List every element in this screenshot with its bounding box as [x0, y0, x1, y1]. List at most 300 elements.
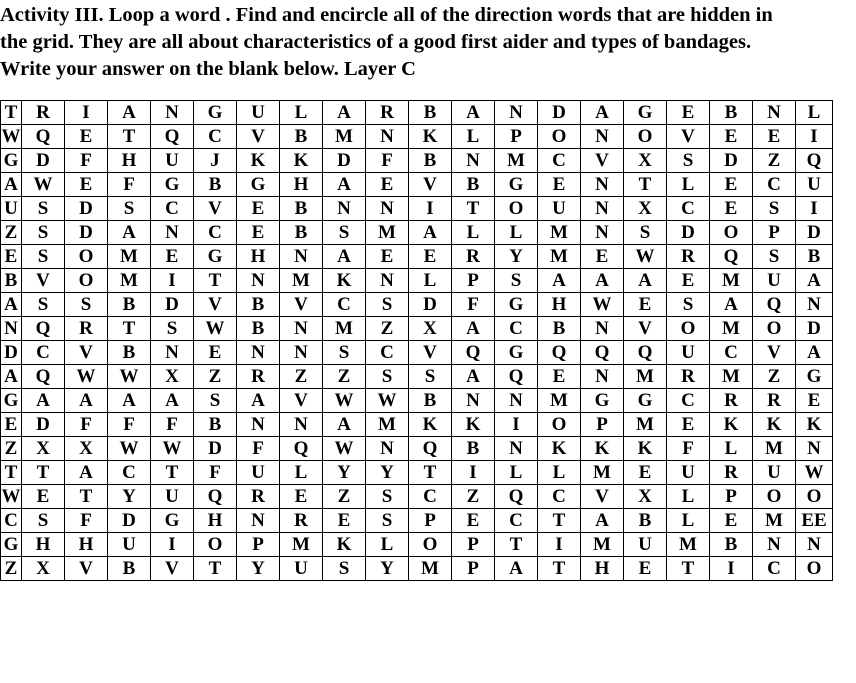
grid-cell[interactable]: E [667, 101, 710, 125]
grid-cell[interactable]: W [194, 317, 237, 341]
grid-cell[interactable]: U [237, 101, 280, 125]
grid-cell[interactable]: M [366, 413, 409, 437]
grid-cell[interactable]: Q [495, 485, 538, 509]
grid-cell[interactable]: E [753, 125, 796, 149]
grid-cell[interactable]: A [796, 269, 833, 293]
grid-cell[interactable]: M [581, 461, 624, 485]
grid-cell[interactable]: B [1, 269, 22, 293]
grid-cell[interactable]: W [65, 365, 108, 389]
grid-cell[interactable]: B [237, 293, 280, 317]
grid-cell[interactable]: L [452, 221, 495, 245]
grid-cell[interactable]: M [323, 125, 366, 149]
grid-cell[interactable]: Z [1, 221, 22, 245]
grid-cell[interactable]: I [538, 533, 581, 557]
grid-cell[interactable]: A [65, 461, 108, 485]
grid-cell[interactable]: T [194, 557, 237, 581]
grid-cell[interactable]: P [452, 533, 495, 557]
grid-cell[interactable]: D [22, 413, 65, 437]
grid-cell[interactable]: N [581, 125, 624, 149]
grid-cell[interactable]: D [65, 197, 108, 221]
grid-cell[interactable]: S [22, 245, 65, 269]
grid-cell[interactable]: U [280, 557, 323, 581]
grid-cell[interactable]: T [624, 173, 667, 197]
grid-cell[interactable]: F [65, 509, 108, 533]
grid-cell[interactable]: E [624, 461, 667, 485]
grid-cell[interactable]: R [710, 389, 753, 413]
grid-cell[interactable]: D [108, 509, 151, 533]
grid-cell[interactable]: M [366, 221, 409, 245]
grid-cell[interactable]: S [366, 365, 409, 389]
grid-cell[interactable]: N [366, 269, 409, 293]
grid-cell[interactable]: O [538, 125, 581, 149]
grid-cell[interactable]: W [796, 461, 833, 485]
grid-cell[interactable]: D [1, 341, 22, 365]
grid-cell[interactable]: D [323, 149, 366, 173]
grid-cell[interactable]: T [409, 461, 452, 485]
grid-cell[interactable]: C [1, 509, 22, 533]
grid-cell[interactable]: N [151, 341, 194, 365]
grid-cell[interactable]: N [753, 101, 796, 125]
grid-cell[interactable]: V [194, 197, 237, 221]
grid-cell[interactable]: Q [581, 341, 624, 365]
grid-cell[interactable]: D [538, 101, 581, 125]
grid-cell[interactable]: P [452, 269, 495, 293]
grid-cell[interactable]: H [108, 149, 151, 173]
grid-cell[interactable]: Q [710, 245, 753, 269]
grid-cell[interactable]: V [753, 341, 796, 365]
grid-cell[interactable]: M [624, 365, 667, 389]
grid-cell[interactable]: C [108, 461, 151, 485]
grid-cell[interactable]: L [280, 461, 323, 485]
grid-cell[interactable]: Z [753, 149, 796, 173]
grid-cell[interactable]: Z [753, 365, 796, 389]
grid-cell[interactable]: N [753, 533, 796, 557]
grid-cell[interactable]: B [194, 173, 237, 197]
grid-cell[interactable]: N [237, 509, 280, 533]
grid-cell[interactable]: A [108, 101, 151, 125]
grid-cell[interactable]: K [237, 149, 280, 173]
grid-cell[interactable]: W [1, 126, 21, 147]
grid-cell[interactable]: D [65, 221, 108, 245]
grid-cell[interactable]: E [366, 245, 409, 269]
grid-cell[interactable]: O [753, 317, 796, 341]
grid-cell[interactable]: N [581, 365, 624, 389]
grid-cell[interactable]: Q [151, 125, 194, 149]
grid-cell[interactable]: R [452, 245, 495, 269]
grid-cell[interactable]: D [796, 221, 833, 245]
grid-cell[interactable]: R [667, 245, 710, 269]
grid-cell[interactable]: I [151, 533, 194, 557]
grid-cell[interactable]: S [667, 293, 710, 317]
grid-cell[interactable]: I [495, 413, 538, 437]
grid-cell[interactable]: Z [1, 557, 22, 581]
grid-cell[interactable]: E [65, 173, 108, 197]
grid-cell[interactable]: G [151, 173, 194, 197]
grid-cell[interactable]: Q [22, 125, 65, 149]
grid-cell[interactable]: S [65, 293, 108, 317]
grid-cell[interactable]: M [280, 269, 323, 293]
grid-cell[interactable]: C [667, 389, 710, 413]
grid-cell[interactable]: M [409, 557, 452, 581]
grid-cell[interactable]: V [151, 557, 194, 581]
grid-cell[interactable]: V [194, 293, 237, 317]
grid-cell[interactable]: K [710, 413, 753, 437]
grid-cell[interactable]: A [452, 317, 495, 341]
grid-cell[interactable]: A [151, 389, 194, 413]
grid-cell[interactable]: A [409, 221, 452, 245]
grid-cell[interactable]: P [710, 485, 753, 509]
grid-cell[interactable]: E [710, 509, 753, 533]
grid-cell[interactable]: K [409, 413, 452, 437]
grid-cell[interactable]: G [796, 365, 833, 389]
grid-cell[interactable]: D [194, 437, 237, 461]
grid-cell[interactable]: V [409, 173, 452, 197]
grid-cell[interactable]: E [538, 173, 581, 197]
grid-cell[interactable]: B [108, 341, 151, 365]
grid-cell[interactable]: M [108, 245, 151, 269]
grid-cell[interactable]: S [753, 197, 796, 221]
grid-cell[interactable]: G [151, 509, 194, 533]
grid-cell[interactable]: E [667, 413, 710, 437]
grid-cell[interactable]: E [366, 173, 409, 197]
grid-cell[interactable]: K [452, 413, 495, 437]
grid-cell[interactable]: X [624, 485, 667, 509]
grid-cell[interactable]: L [366, 533, 409, 557]
grid-cell[interactable]: O [495, 197, 538, 221]
grid-cell[interactable]: K [753, 413, 796, 437]
grid-cell[interactable]: A [495, 557, 538, 581]
grid-cell[interactable]: B [409, 101, 452, 125]
grid-cell[interactable]: V [280, 389, 323, 413]
grid-cell[interactable]: U [667, 461, 710, 485]
grid-cell[interactable]: S [366, 485, 409, 509]
grid-cell[interactable]: P [237, 533, 280, 557]
grid-cell[interactable]: T [1, 101, 22, 125]
grid-cell[interactable]: N [237, 269, 280, 293]
grid-cell[interactable]: V [22, 269, 65, 293]
grid-cell[interactable]: T [452, 197, 495, 221]
grid-cell[interactable]: G [624, 389, 667, 413]
grid-cell[interactable]: H [280, 173, 323, 197]
grid-cell[interactable]: S [366, 509, 409, 533]
grid-cell[interactable]: H [22, 533, 65, 557]
grid-cell[interactable]: V [667, 125, 710, 149]
grid-cell[interactable]: D [667, 221, 710, 245]
grid-cell[interactable]: G [1, 389, 22, 413]
grid-cell[interactable]: F [194, 461, 237, 485]
grid-cell[interactable]: U [538, 197, 581, 221]
grid-cell[interactable]: M [495, 149, 538, 173]
grid-cell[interactable]: K [581, 437, 624, 461]
grid-cell[interactable]: B [194, 413, 237, 437]
grid-cell[interactable]: Y [366, 557, 409, 581]
grid-cell[interactable]: N [581, 173, 624, 197]
grid-cell[interactable]: V [280, 293, 323, 317]
grid-cell[interactable]: D [710, 149, 753, 173]
grid-cell[interactable]: Q [753, 293, 796, 317]
grid-cell[interactable]: E [1, 413, 22, 437]
grid-cell[interactable]: B [280, 125, 323, 149]
grid-cell[interactable]: N [796, 533, 833, 557]
grid-cell[interactable]: O [194, 533, 237, 557]
grid-cell[interactable]: Y [237, 557, 280, 581]
grid-cell[interactable]: B [409, 149, 452, 173]
grid-cell[interactable]: B [710, 101, 753, 125]
grid-cell[interactable]: U [667, 341, 710, 365]
grid-cell[interactable]: T [1, 461, 22, 485]
grid-cell[interactable]: A [538, 269, 581, 293]
grid-cell[interactable]: N [366, 437, 409, 461]
grid-cell[interactable]: E [624, 557, 667, 581]
grid-cell[interactable]: A [323, 101, 366, 125]
grid-cell[interactable]: C [495, 509, 538, 533]
grid-cell[interactable]: W [323, 437, 366, 461]
grid-cell[interactable]: C [409, 485, 452, 509]
grid-cell[interactable]: S [108, 197, 151, 221]
grid-cell[interactable]: C [753, 557, 796, 581]
grid-cell[interactable]: Q [280, 437, 323, 461]
grid-cell[interactable]: V [409, 341, 452, 365]
grid-cell[interactable]: T [667, 557, 710, 581]
grid-cell[interactable]: E [581, 245, 624, 269]
grid-cell[interactable]: N [495, 389, 538, 413]
grid-cell[interactable]: R [237, 365, 280, 389]
grid-cell[interactable]: A [323, 245, 366, 269]
grid-cell[interactable]: C [366, 341, 409, 365]
grid-cell[interactable]: N [237, 341, 280, 365]
grid-cell[interactable]: X [624, 197, 667, 221]
grid-cell[interactable]: O [667, 317, 710, 341]
grid-cell[interactable]: E [624, 293, 667, 317]
grid-cell[interactable]: I [151, 269, 194, 293]
grid-cell[interactable]: Z [194, 365, 237, 389]
grid-cell[interactable]: A [108, 389, 151, 413]
grid-cell[interactable]: X [409, 317, 452, 341]
grid-cell[interactable]: R [753, 389, 796, 413]
grid-cell[interactable]: T [538, 557, 581, 581]
grid-cell[interactable]: L [280, 101, 323, 125]
grid-cell[interactable]: N [1, 317, 22, 341]
grid-cell[interactable]: E [65, 125, 108, 149]
grid-cell[interactable]: N [280, 341, 323, 365]
grid-cell[interactable]: C [194, 125, 237, 149]
grid-cell[interactable]: Z [280, 365, 323, 389]
grid-cell[interactable]: Y [323, 461, 366, 485]
grid-cell[interactable]: X [22, 437, 65, 461]
grid-cell[interactable]: O [538, 413, 581, 437]
grid-cell[interactable]: M [581, 533, 624, 557]
grid-cell[interactable]: S [667, 149, 710, 173]
grid-cell[interactable]: D [151, 293, 194, 317]
grid-cell[interactable]: N [151, 221, 194, 245]
grid-cell[interactable]: V [624, 317, 667, 341]
grid-cell[interactable]: A [1, 365, 22, 389]
grid-cell[interactable]: C [323, 293, 366, 317]
grid-cell[interactable]: T [108, 125, 151, 149]
grid-cell[interactable]: M [753, 509, 796, 533]
grid-cell[interactable]: R [65, 317, 108, 341]
grid-cell[interactable]: F [65, 413, 108, 437]
grid-cell[interactable]: B [796, 245, 833, 269]
grid-cell[interactable]: F [667, 437, 710, 461]
grid-cell[interactable]: I [452, 461, 495, 485]
grid-cell[interactable]: N [796, 437, 833, 461]
grid-cell[interactable]: R [710, 461, 753, 485]
grid-cell[interactable]: E [409, 245, 452, 269]
grid-cell[interactable]: W [624, 245, 667, 269]
grid-cell[interactable]: N [581, 221, 624, 245]
grid-cell[interactable]: S [22, 221, 65, 245]
grid-cell[interactable]: L [452, 125, 495, 149]
grid-cell[interactable]: Q [495, 365, 538, 389]
grid-cell[interactable]: N [495, 437, 538, 461]
grid-cell[interactable]: O [65, 245, 108, 269]
grid-cell[interactable]: U [237, 461, 280, 485]
grid-cell[interactable]: Q [624, 341, 667, 365]
grid-cell[interactable]: A [796, 341, 833, 365]
grid-cell[interactable]: R [237, 485, 280, 509]
grid-cell[interactable]: E [151, 245, 194, 269]
grid-cell[interactable]: F [452, 293, 495, 317]
grid-cell[interactable]: L [495, 461, 538, 485]
grid-cell[interactable]: A [581, 509, 624, 533]
grid-cell[interactable]: W [22, 173, 65, 197]
grid-cell[interactable]: E [237, 221, 280, 245]
grid-cell[interactable]: I [796, 197, 833, 221]
grid-cell[interactable]: C [151, 197, 194, 221]
grid-cell[interactable]: L [495, 221, 538, 245]
grid-cell[interactable]: EE [796, 509, 833, 533]
grid-cell[interactable]: X [151, 365, 194, 389]
grid-cell[interactable]: A [710, 293, 753, 317]
grid-cell[interactable]: E [710, 173, 753, 197]
grid-cell[interactable]: F [237, 437, 280, 461]
grid-cell[interactable]: A [108, 221, 151, 245]
grid-cell[interactable]: V [237, 125, 280, 149]
grid-cell[interactable]: M [108, 269, 151, 293]
grid-cell[interactable]: G [194, 245, 237, 269]
grid-cell[interactable]: K [796, 413, 833, 437]
grid-cell[interactable]: G [495, 341, 538, 365]
grid-cell[interactable]: T [151, 461, 194, 485]
grid-cell[interactable]: T [194, 269, 237, 293]
grid-cell[interactable]: Z [1, 437, 22, 461]
grid-cell[interactable]: S [753, 245, 796, 269]
grid-cell[interactable]: W [108, 437, 151, 461]
grid-cell[interactable]: C [667, 197, 710, 221]
grid-cell[interactable]: N [323, 197, 366, 221]
grid-cell[interactable]: B [280, 221, 323, 245]
grid-cell[interactable]: G [194, 101, 237, 125]
grid-cell[interactable]: S [409, 365, 452, 389]
grid-cell[interactable]: E [538, 365, 581, 389]
grid-cell[interactable]: W [323, 389, 366, 413]
grid-cell[interactable]: N [151, 101, 194, 125]
grid-cell[interactable]: S [624, 221, 667, 245]
grid-cell[interactable]: M [710, 269, 753, 293]
grid-cell[interactable]: B [624, 509, 667, 533]
grid-cell[interactable]: D [796, 317, 833, 341]
grid-cell[interactable]: G [1, 533, 22, 557]
grid-cell[interactable]: S [323, 557, 366, 581]
grid-cell[interactable]: Q [538, 341, 581, 365]
grid-cell[interactable]: L [667, 485, 710, 509]
grid-cell[interactable]: A [323, 413, 366, 437]
grid-cell[interactable]: Q [194, 485, 237, 509]
grid-cell[interactable]: R [22, 101, 65, 125]
grid-cell[interactable]: O [796, 485, 833, 509]
grid-cell[interactable]: T [65, 485, 108, 509]
grid-cell[interactable]: E [796, 389, 833, 413]
grid-cell[interactable]: N [581, 317, 624, 341]
grid-cell[interactable]: M [280, 533, 323, 557]
grid-cell[interactable]: W [581, 293, 624, 317]
grid-cell[interactable]: K [624, 437, 667, 461]
grid-cell[interactable]: U [1, 197, 22, 221]
grid-cell[interactable]: F [366, 149, 409, 173]
grid-cell[interactable]: C [538, 149, 581, 173]
grid-cell[interactable]: U [624, 533, 667, 557]
grid-cell[interactable]: E [323, 509, 366, 533]
grid-cell[interactable]: H [65, 533, 108, 557]
grid-cell[interactable]: M [538, 245, 581, 269]
grid-cell[interactable]: V [65, 341, 108, 365]
grid-cell[interactable]: E [710, 197, 753, 221]
grid-cell[interactable]: K [323, 533, 366, 557]
grid-cell[interactable]: M [323, 317, 366, 341]
grid-cell[interactable]: Z [366, 317, 409, 341]
grid-cell[interactable]: B [710, 533, 753, 557]
grid-cell[interactable]: W [366, 389, 409, 413]
grid-cell[interactable]: G [581, 389, 624, 413]
grid-cell[interactable]: E [1, 245, 22, 269]
grid-cell[interactable]: P [452, 557, 495, 581]
grid-cell[interactable]: G [624, 101, 667, 125]
grid-cell[interactable]: I [65, 101, 108, 125]
grid-cell[interactable]: M [667, 533, 710, 557]
grid-cell[interactable]: H [581, 557, 624, 581]
grid-cell[interactable]: V [581, 149, 624, 173]
grid-cell[interactable]: G [1, 149, 22, 173]
grid-cell[interactable]: Q [796, 149, 833, 173]
grid-cell[interactable]: L [409, 269, 452, 293]
grid-cell[interactable]: R [280, 509, 323, 533]
grid-cell[interactable]: O [710, 221, 753, 245]
grid-cell[interactable]: G [495, 293, 538, 317]
grid-cell[interactable]: E [22, 485, 65, 509]
grid-cell[interactable]: C [710, 341, 753, 365]
grid-cell[interactable]: F [108, 413, 151, 437]
grid-cell[interactable]: G [495, 173, 538, 197]
grid-cell[interactable]: N [280, 413, 323, 437]
grid-cell[interactable]: L [667, 509, 710, 533]
grid-cell[interactable]: U [151, 485, 194, 509]
grid-cell[interactable]: E [280, 485, 323, 509]
grid-cell[interactable]: D [22, 149, 65, 173]
grid-cell[interactable]: A [65, 389, 108, 413]
grid-cell[interactable]: T [108, 317, 151, 341]
grid-cell[interactable]: U [796, 173, 833, 197]
grid-cell[interactable]: Q [409, 437, 452, 461]
grid-cell[interactable]: P [581, 413, 624, 437]
grid-cell[interactable]: B [108, 557, 151, 581]
grid-cell[interactable]: K [323, 269, 366, 293]
grid-cell[interactable]: Q [452, 341, 495, 365]
grid-cell[interactable]: N [581, 197, 624, 221]
grid-cell[interactable]: Q [22, 365, 65, 389]
grid-cell[interactable]: E [710, 125, 753, 149]
grid-cell[interactable]: R [366, 101, 409, 125]
